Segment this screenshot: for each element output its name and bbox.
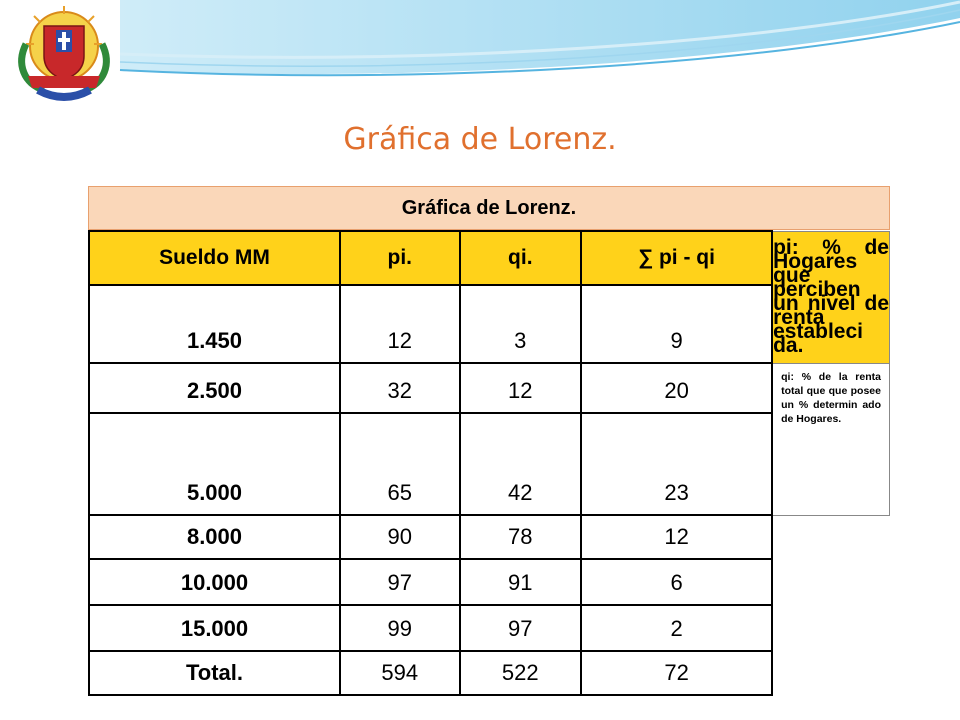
- cell-pi: 90: [340, 515, 460, 559]
- header-qi: qi.: [460, 231, 582, 285]
- cell-qi: 78: [460, 515, 582, 559]
- table-row: [89, 285, 890, 363]
- header-sum: ∑ pi - qi: [581, 231, 772, 285]
- cell-sueldo: 8.000: [89, 515, 340, 559]
- empty-cell: [772, 559, 889, 605]
- header-swoosh: [0, 0, 960, 130]
- cell-qi: 42: [460, 413, 582, 515]
- cell-pi: 12: [340, 285, 460, 363]
- table-row: [89, 363, 890, 413]
- slide-title: Gráfica de Lorenz.: [343, 122, 617, 157]
- cell-sueldo: 1.450: [89, 285, 340, 363]
- cell-sum: 72: [581, 651, 772, 695]
- empty-cell: [772, 651, 889, 695]
- cell-pi: 65: [340, 413, 460, 515]
- cell-qi: 97: [460, 605, 582, 651]
- header-pi: pi.: [340, 231, 460, 285]
- note-qi: qi: % de la renta total que que posee un % determin ado de Hogares.: [772, 363, 889, 515]
- cell-sum: 9: [581, 285, 772, 363]
- cell-qi: 12: [460, 363, 582, 413]
- cell-pi: 99: [340, 605, 460, 651]
- cell-sum: 12: [581, 515, 772, 559]
- cell-qi: 522: [460, 651, 582, 695]
- lorenz-table: [88, 230, 890, 696]
- table-row: [89, 515, 890, 559]
- cell-sum: 20: [581, 363, 772, 413]
- header-sueldo: Sueldo MM: [89, 231, 340, 285]
- table-caption: Gráfica de Lorenz.: [88, 186, 890, 230]
- cell-pi: 594: [340, 651, 460, 695]
- cell-qi: 91: [460, 559, 582, 605]
- table-row: [89, 413, 890, 515]
- cell-qi: 3: [460, 285, 582, 363]
- table-header-row: [89, 231, 890, 285]
- san-diego-seal-logo: [4, 4, 124, 104]
- cell-sueldo: 2.500: [89, 363, 340, 413]
- cell-sum: 23: [581, 413, 772, 515]
- note-pi: pi: % de Hogares que perciben un nivel de renta estableci da.: [772, 231, 889, 363]
- table-row-total: [89, 651, 890, 695]
- lorenz-table-container: [88, 186, 890, 702]
- table-row: [89, 605, 890, 651]
- cell-sueldo: 5.000: [89, 413, 340, 515]
- cell-sueldo: Total.: [89, 651, 340, 695]
- table-row: [89, 559, 890, 605]
- empty-cell: [772, 515, 889, 559]
- cell-sum: 6: [581, 559, 772, 605]
- cell-sueldo: 15.000: [89, 605, 340, 651]
- cell-pi: 32: [340, 363, 460, 413]
- cell-sueldo: 10.000: [89, 559, 340, 605]
- empty-cell: [772, 605, 889, 651]
- cell-sum: 2: [581, 605, 772, 651]
- cell-pi: 97: [340, 559, 460, 605]
